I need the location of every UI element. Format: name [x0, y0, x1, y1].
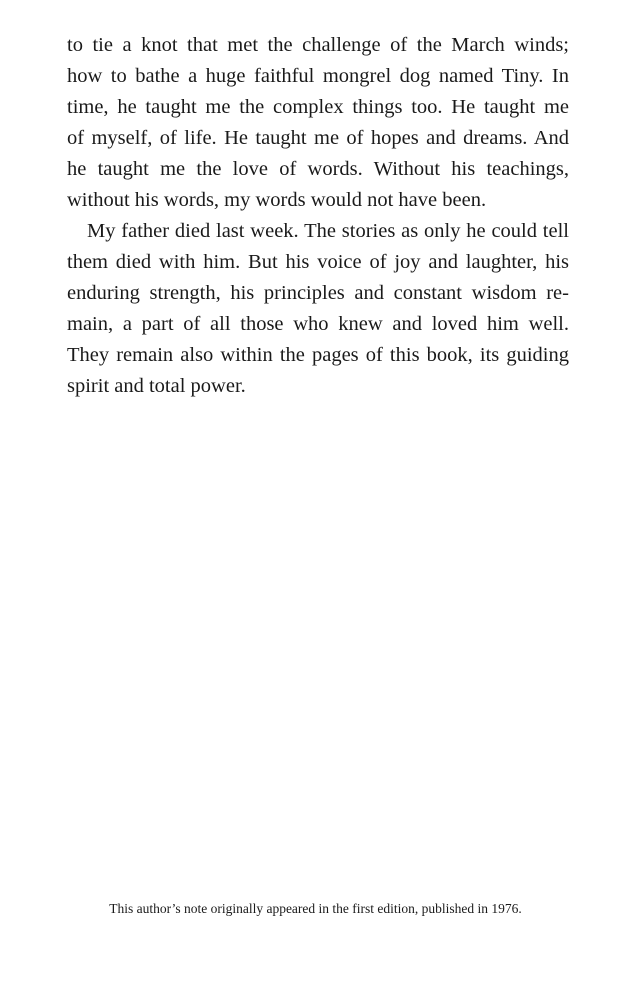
text-line: without his words, my words would not have been.: [67, 189, 487, 211]
text-line: time, he taught me the complex things too. He taught me: [67, 96, 569, 118]
text-line: of myself, of life. He taught me of hopes and dreams. And: [67, 127, 569, 149]
text-line: My father died last week. The stories as only he could tell: [87, 220, 569, 242]
text-line: he taught me the love of words. Without his teachings,: [67, 158, 569, 180]
text-line: spirit and total power.: [67, 375, 246, 397]
footnote: This author’s note originally appeared in the first edition, published in 1976.: [109, 901, 522, 916]
text-line: They remain also within the pages of this book, its guiding: [67, 344, 569, 366]
text-line: enduring strength, his principles and constant wisdom re-: [67, 282, 569, 304]
paragraph: [67, 216, 569, 402]
paragraph: [67, 30, 569, 216]
text-line: main, a part of all those who knew and loved him well.: [67, 313, 569, 335]
body-text: [67, 30, 569, 402]
text-line: them died with him. But his voice of joy and laughter, his: [67, 251, 569, 273]
text-line: to tie a knot that met the challenge of the March winds;: [67, 34, 569, 56]
text-line: how to bathe a huge faithful mongrel dog named Tiny. In: [67, 65, 569, 87]
